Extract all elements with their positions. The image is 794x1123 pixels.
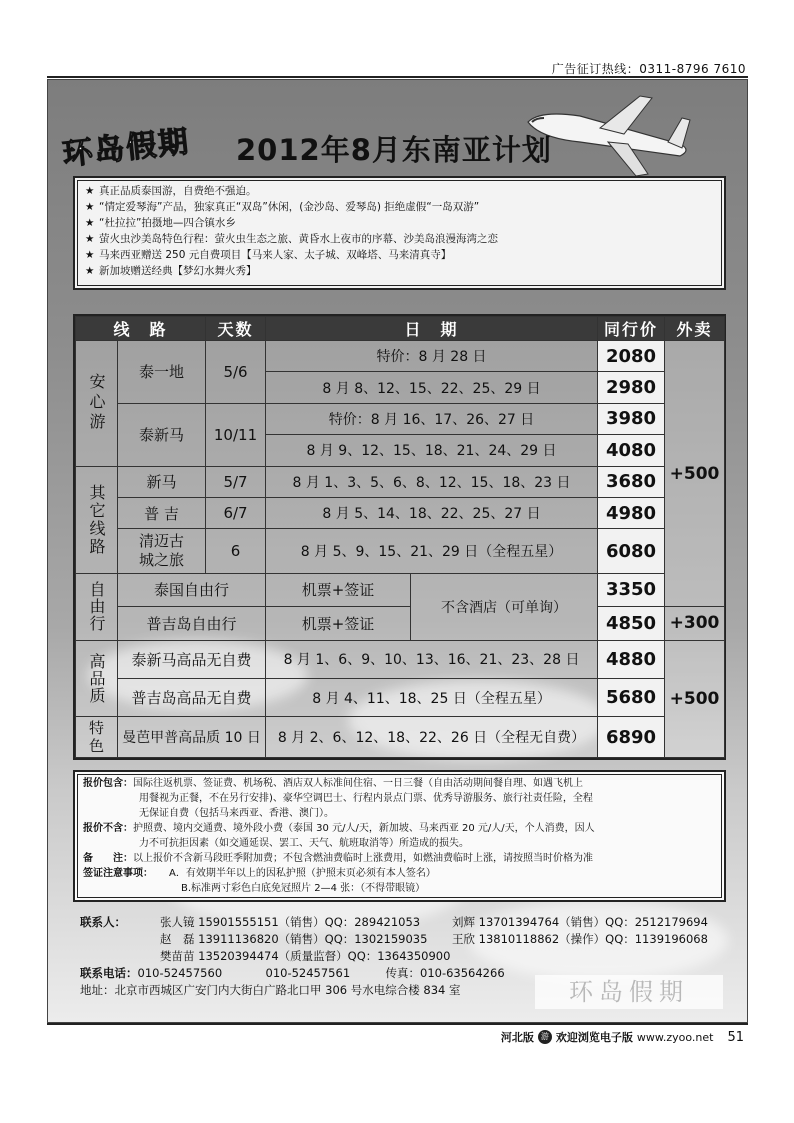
notes-box (73, 770, 726, 902)
note-text: 国际往返机票、签证费、机场税、酒店双人标准间住宿、一日三餐（自由活动期间餐自理、如遇飞机上 (133, 778, 583, 789)
contact-person: 赵 磊 13911136820（销售）QQ：1302159035 (160, 932, 428, 946)
note-label: 报价包含： (83, 778, 133, 789)
note-include-cont: 用餐视为正餐，不在另行安排)、豪华空调巴士、行程内景点门票、优秀导游服务、旅行社责任险，全程 (139, 793, 593, 804)
price-cell: 2980 (598, 372, 665, 403)
date-cell: 特价：8 月 16、17、26、27 日 (266, 403, 598, 434)
note-exclude-cont: 力不可抗拒因素（如交通延误、罢工、天气、航班取消等）所造成的损失。 (139, 838, 469, 849)
page-title: 2012年8月东南亚计划 (236, 133, 552, 167)
note-remark (83, 851, 716, 866)
col-header-date: 日 期 (266, 317, 598, 341)
features-box (73, 176, 726, 290)
note-text: A．有效期半年以上的因私护照（护照末页必须有本人签名） (169, 868, 436, 879)
days-cell: 5/6 (206, 341, 266, 404)
date-cell: 8 月 1、3、5、6、8、12、15、18、23 日 (266, 466, 598, 497)
group-label: 其它线路 (76, 466, 118, 573)
phone-number: 010-52457560 (137, 966, 223, 980)
star-icon: ★ (85, 185, 95, 197)
date-cell: 8 月 1、6、9、10、13、16、21、23、28 日 (266, 640, 598, 678)
brand-logo: 环岛假期 (60, 124, 192, 173)
feature-text: “杜拉拉”拍摄地—四合镇水乡 (99, 217, 236, 229)
note-text: 护照费、境内交通费、境外段小费（泰国 30 元/人/天，新加坡、马来西亚 20 元/人/天，个人消费，因人 (133, 823, 595, 834)
route-cell: 泰一地 (118, 341, 206, 404)
price-cell: 6080 (598, 529, 665, 574)
star-icon: ★ (85, 265, 95, 277)
contact-person: 王欣 13810118862（操作）QQ：1139196068 (452, 932, 708, 946)
brand-watermark: 环岛假期 (535, 975, 723, 1009)
price-cell: 4880 (598, 640, 665, 678)
star-icon: ★ (85, 217, 95, 229)
feature-item (85, 231, 714, 247)
page-footer (501, 1029, 744, 1045)
price-cell: 6890 (598, 717, 665, 758)
table-header-row (76, 317, 725, 341)
contact-person: 张人镜 15901555151（销售）QQ：289421053 (160, 915, 421, 929)
route-cell: 新马 (118, 466, 206, 497)
date-cell: 8 月 2、6、12、18、22、26 日（全程无自费） (266, 717, 598, 758)
price-cell: 4980 (598, 497, 665, 528)
phone-label: 联系电话： (80, 966, 138, 980)
table-row (76, 403, 725, 434)
note-visa (83, 866, 716, 881)
header-divider (47, 76, 748, 78)
contact-row (80, 914, 708, 931)
star-icon: ★ (85, 201, 95, 213)
contact-person: 刘辉 13701394764（销售）QQ：2512179694 (452, 915, 708, 929)
phone-number: 010-52457561 (265, 966, 351, 980)
note-label: 签证注意事项： (83, 868, 153, 879)
extra-cell: +500 (665, 341, 725, 607)
days-cell: 机票+签证 (266, 607, 411, 640)
note-visa-cont: B.标准两寸彩色白底免冠照片 2—4 张：（不得带眼镜） (181, 883, 426, 894)
group-label: 特色 (76, 717, 118, 758)
contact-row (80, 931, 708, 948)
note-label: 备 注： (83, 853, 133, 864)
extra-cell: +300 (665, 607, 725, 640)
group-label: 安心游 (76, 341, 118, 467)
page-number: 51 (727, 1029, 744, 1045)
col-header-retail: 外卖 (665, 317, 725, 341)
feature-item (85, 263, 714, 279)
price-cell: 2080 (598, 341, 665, 372)
star-icon: ★ (85, 233, 95, 245)
price-table (73, 314, 726, 760)
note-text: 以上报价不含新马段旺季附加费；不包含燃油费临时上涨费用，如燃油费临时上涨，请按照当时价格为准 (133, 853, 593, 864)
note-include (83, 776, 716, 791)
route-cell: 普 吉 (118, 497, 206, 528)
contact-person: 樊苗苗 13520394474（质量监督）QQ：1364350900 (160, 949, 451, 963)
contact-label: 联系人： (80, 915, 126, 929)
price-cell: 4850 (598, 607, 665, 640)
days-cell: 6 (206, 529, 266, 574)
table-row (76, 466, 725, 497)
table-row (76, 497, 725, 528)
footer-divider (47, 1023, 748, 1025)
table-row (76, 717, 725, 758)
route-cell: 普吉岛自由行 (118, 607, 266, 640)
date-cell: 8 月 8、12、15、22、25、29 日 (266, 372, 598, 403)
note-label: 报价不含： (83, 823, 133, 834)
welcome-text: 欢迎浏览电子版 (555, 1031, 633, 1044)
table-row (76, 640, 725, 678)
col-header-route: 线 路 (76, 317, 206, 341)
ad-hotline: 广告征订热线：0311-8796 7610 (551, 62, 746, 76)
feature-item (85, 215, 714, 231)
group-label: 自由行 (76, 573, 118, 640)
site-link[interactable]: www.zyoo.net (636, 1030, 714, 1044)
group-label: 高品质 (76, 640, 118, 717)
site-logo-icon: 游 (538, 1030, 552, 1044)
date-cell: 8 月 4、11、18、25 日（全程五星） (266, 679, 598, 717)
star-icon: ★ (85, 249, 95, 261)
days-cell: 10/11 (206, 403, 266, 466)
fax-number: 传真：010-63564266 (385, 966, 505, 980)
col-header-days: 天数 (206, 317, 266, 341)
feature-text: 新加坡赠送经典【梦幻水舞火秀】 (99, 265, 257, 277)
edition-label: 河北版 (500, 1031, 534, 1044)
contact-row (80, 948, 708, 965)
date-cell: 8 月 5、9、15、21、29 日（全程五星） (266, 529, 598, 574)
table-row (76, 607, 725, 640)
feature-item (85, 247, 714, 263)
date-cell: 不含酒店（可单询） (411, 573, 598, 640)
table-row (76, 341, 725, 372)
price-cell: 5680 (598, 679, 665, 717)
note-include-cont: 无保证自费（包括马来西亚、香港、澳门）。 (139, 808, 334, 819)
table-row (76, 529, 725, 574)
days-cell: 6/7 (206, 497, 266, 528)
route-cell: 普吉岛高品无自费 (118, 679, 266, 717)
route-cell: 泰国自由行 (118, 573, 266, 606)
days-cell: 5/7 (206, 466, 266, 497)
route-cell: 泰新马高品无自费 (118, 640, 266, 678)
table-row (76, 573, 725, 606)
price-cell: 3680 (598, 466, 665, 497)
feature-item (85, 183, 714, 199)
date-cell: 特价：8 月 28 日 (266, 341, 598, 372)
feature-text: 真正品质泰国游，自费绝不强迫。 (99, 185, 257, 197)
feature-text: 萤火虫沙美岛特色行程：萤火虫生态之旅、黄昏水上夜市的序幕、沙美岛浪漫海湾之恋 (99, 233, 498, 245)
feature-item (85, 199, 714, 215)
note-exclude (83, 821, 716, 836)
route-cell: 清迈古城之旅 (118, 529, 206, 574)
price-cell: 3980 (598, 403, 665, 434)
price-cell: 3350 (598, 573, 665, 606)
feature-text: “情定爱琴海”产品，独家真正“双岛”休闲，(金沙岛、爱琴岛) 拒绝虚假“一岛双游” (99, 201, 480, 213)
table-row (76, 679, 725, 717)
extra-cell: +500 (665, 640, 725, 757)
date-cell: 8 月 5、14、18、22、25、27 日 (266, 497, 598, 528)
date-cell: 8 月 9、12、15、18、21、24、29 日 (266, 435, 598, 466)
route-cell: 曼芭甲普高品质 10 日 (118, 717, 266, 758)
days-cell: 机票+签证 (266, 573, 411, 606)
price-cell: 4080 (598, 435, 665, 466)
route-cell: 泰新马 (118, 403, 206, 466)
feature-text: 马来西亚赠送 250 元自费项目【马来人家、太子城、双峰塔、马来清真寺】 (99, 249, 452, 261)
col-header-peer-price: 同行价 (598, 317, 665, 341)
address-row: 地址：北京市西城区广安门内大街白广路北口甲 306 号水电综合楼 834 室 (80, 983, 461, 997)
